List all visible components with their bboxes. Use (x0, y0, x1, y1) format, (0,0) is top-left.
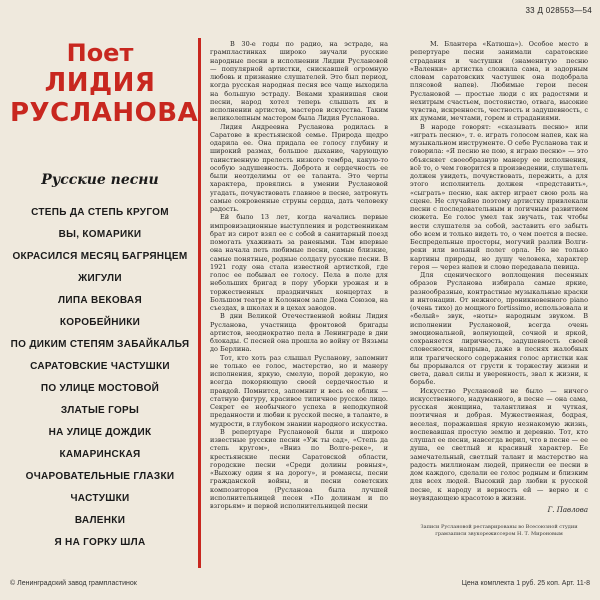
article-paragraph: В народе говорят: «сказывать песню» или «играть песню», т. е. играть голосом напев, как на музыкальном инструменте. О себе Русланова так и говорила: «Я песню не пою, я играю песню» — это объясняет своеобразную манеру ее исполнения, всё то, о чем говорится в произведении, слушатель должен увидеть, почувствовать, пережить, а для этого исполнитель должен «представить», «сыграть» песню, как актер играет свою роль на сцене. Не случайно поэтому артистку привлекали песни с последовательным и логичным развитием сюжета. Ее голос умел так звучать, так чтобы вести слушателя за собой, заставить его забыть обо всем и только видеть то, о чем поется в песне. Беспредельные просторы, могучий разлив Волги-реки или вольный полет орла. Но не только картины природы, но душу человека, характер героя — через напев и слово передавала певица. (410, 122, 588, 271)
track-list (10, 202, 190, 554)
artist-last-name: РУСЛАНОВА (10, 98, 199, 128)
track-item: САРАТОВСКИЕ ЧАСТУШКИ (30, 361, 170, 372)
restoration-note: Записи Руслановой реставрированы во Всесоюзной студии грамзаписи звукорежиссером Н. Т. Мироновым (420, 524, 578, 537)
album-subtitle: Русские песни (41, 172, 159, 188)
article-column-1 (210, 40, 388, 510)
article-paragraph: Для сценического воплощения песенных образов Русланова избирала самые яркие, разнообразные, контрастные музыкальные краски и интонации. От нежного, проникновенного piano (очень тихо) до мощного fortissimo, использовала и «белый» звук, «ноты» народным звуком. В исполнении Руслановой, всегда очень эмоциональной, волнующей, сочной и яркой, сохраняется лиричность, задушевность своей словесности, напрыва, даже в песнях жалобных или трагического содержания голос артистки как бы прорывался от грусти к торжеству жизни и света, давал силы и уверенность, звал к жизни, к борьбе. (410, 271, 588, 387)
red-divider (198, 38, 201, 568)
track-item: ЛИПА ВЕКОВАЯ (58, 295, 142, 306)
article-paragraph: В дни Великой Отечественной войны Лидия Русланова, участница фронтовой бригады артистов, неоднократно пела в Ленинграде в дни блокады. С песней она прошла во войну от Вязьмы до Берлина. (210, 312, 388, 354)
price-info: Цена комплекта 1 руб. 25 коп. Арт. 11-8 (461, 580, 590, 587)
track-item: НА УЛИЦЕ ДОЖДИК (48, 427, 152, 438)
article-column-2 (410, 40, 588, 537)
article-paragraph: В 30-е годы по радио, на эстраде, на грампластинках широко звучали русские народные песни в исполнении Лидии Руслановой — популярной артистки, снискавшей огромную любовь и признание слушателей. Это был период, когда русская народная песня все чаще выходила на большую эстраду. Веками хранившая свои песни, народ хотел теперь слышать их в исполнении артистов, мастеров искусства. Таким великолепным мастером была Лидия Русланова. (210, 40, 388, 123)
track-item: ОКРАСИЛСЯ МЕСЯЦ БАГРЯНЦЕМ (12, 251, 188, 262)
artist-first-name: ЛИДИЯ (44, 68, 156, 98)
track-item: ЧАСТУШКИ (70, 493, 130, 504)
article-paragraph: В репертуаре Руслановой были и широко известные русские песни «Уж ты сад», «Степь да степь кругом», «Вниз по Волге-реке», и крестьянские песни Саратовской области, городские песни «Среди долины ровныя», «Выхожу один я на дорогу», и романсы, песни гражданской войны, и песни советских композиторов (Русланова была лучшей исполнительницей песен «По долинам и по взгорьям» и первой исполнительницей песни (210, 427, 388, 510)
track-item: ПО УЛИЦЕ МОСТОВОЙ (40, 383, 160, 394)
track-item: КОРОБЕЙНИКИ (59, 317, 141, 328)
title-panel (10, 39, 199, 554)
track-item: КАМАРИНСКАЯ (59, 449, 141, 460)
track-item: Я НА ГОРКУ ШЛА (54, 537, 146, 548)
publisher-credit: © Ленинградский завод грампластинок (10, 580, 137, 587)
track-item: ЖИГУЛИ (78, 273, 122, 284)
article-paragraph: Тот, кто хоть раз слышал Русланову, запомнит не только ее голос, мастерство, но и манеру исполнения, яркую, смелую, порой дерзкую, но всегда покоряющую своей сердечностью и правдой. Помнится, запомнит и весь ее облик — статную фигуру, красивое типичное русское лицо. Секрет ее необычного успеха в неподкупной преданности и любви к русской песне, в таланте, в мудрости, в глубоком знании народного искусства. (210, 353, 388, 428)
track-item: ПО ДИКИМ СТЕПЯМ ЗАБАЙКАЛЬЯ (10, 339, 190, 350)
track-item: СТЕПЬ ДА СТЕПЬ КРУГОМ (31, 207, 169, 218)
track-item: ВЫ, КОМАРИКИ (58, 229, 142, 240)
track-item: ВАЛЕНКИ (74, 515, 126, 526)
article-paragraph: Ей было 13 лет, когда начались первые импровизационные выступления и родственникам брат из сирот взял ее с собой в санитарный поезд помогать ухаживать за ранеными. Там впервые она начала петь любимые песни, самые близкие, самые понятные, родные солдату русские песни. В 1921 году она стала известной артисткой, где голос ее побывал ее голосу. Пела в поле для небольших бригад в пору уборки урожая и в торжественных праздничных концертах в Большом театре и Колонном зале Дома Союзов, на съездах, в школах и в цехах заводов. (210, 213, 388, 312)
catalog-number: 33 Д 028553—54 (525, 6, 592, 15)
article-paragraph: Лидия Андреевна Русланова родилась в Саратове в крестьянской семье. Природа щедро одарила ее. Она придала ее голосу глубину и широкий размах, большое дыхание, чарующую таинственную прелесть низкого тембра, какую-то особую задушевность. Доброта и сердечность ее были неотделимы от ее таланта. Это черты характера, провялись в умении Руслановой угадать, почувствовать главное в песне, затронуть самые сокровенные струны сердца, дать человеку радость. (210, 122, 388, 213)
track-item: ЗЛАТЫЕ ГОРЫ (60, 405, 140, 416)
track-item: ОЧАРОВАТЕЛЬНЫЕ ГЛАЗКИ (25, 471, 175, 482)
poet-label: Поет (66, 39, 134, 67)
article-paragraph: М. Блантера «Катюша»). Особое место в репертуаре песни занимали саратовские страдания и частушки (знаменитую песню «Валенки» артистка сложила сама, и задорным словам саратовских частушек она подобрала плясовой напев). Любимые герои песен Руслановой — простые люди с их радостями и нехитрым счастьем, постоянство, отвага, высокие чувства, искренность, честность и задушевность, с их думами, мечтами, горем и страданиями. (410, 40, 588, 123)
article-paragraph: Искусство Руслановой не было — ничего искусственного, надуманного, в песне — она сама, русская женщина, талантливая и чуткая, поэтичная и добрая. Мужественная, бодрая, веселая, поражавшая яркую незнакомую жизнь, воспевавшая простую землю и деревню. Тот, кто слушал ее песни, навсегда верил, что в песне — ее душа, ее светлый и красивый характер. Ее замечательный, светлый талант и мастерство на радость миллионам людей, принесли ее песни в дом каждого, сделали ее голос родным и близким для всех людей. Высокий дар любви к русской песне, к народу и верность ей — верно и с неувядающею красотою в жизни. (410, 386, 588, 502)
author-signature: Г. Павлова (547, 506, 588, 514)
